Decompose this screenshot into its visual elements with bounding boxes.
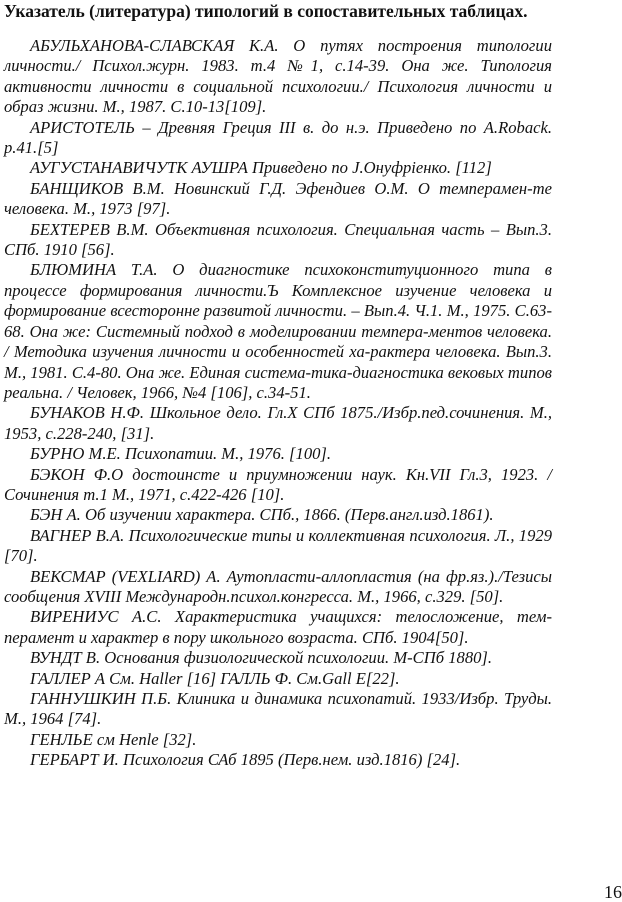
bibliography-entry-5: БЕХТЕРЕВ В.М. Объективная психология. Специальная часть – Вып.3. СПб. 1910 [56]. — [4, 219, 552, 260]
bibliography-entry-10: БЭН А. Об изучении характера. СПб., 1866. (Перв.англ.изд.1861). — [30, 505, 494, 525]
bibliography-entry-18: ГЕРБАРТ И. Психология САб 1895 (Перв.нем. изд.1816) [24]. — [30, 750, 461, 770]
bibliography-entry-15: ГАЛЛЕР А См. Haller [16] ГАЛЛЬ Ф. См.Gall E[22]. — [30, 668, 400, 688]
page-heading: Указатель (литература) типологий в сопоставительных таблицах. — [4, 1, 528, 21]
bibliography-entry-4: БАНЩИКОВ В.М. Новинский Г.Д. Эфендиев О.М. О темперамен-те человека. М., 1973 [97]. — [4, 178, 552, 219]
bibliography-entry-11: ВАГНЕР В.А. Психологические типы и коллективная психология. Л., 1929 [70]. — [4, 525, 552, 566]
bibliography-entry-12: ВЕКСМАР (VEXLIARD) А. Аутопласти-аллопластия (на фр.яз.)./Тезисы сообщения XVIII Международн.психол.конгресса. М., 1966, с.329. [50]. — [4, 566, 552, 606]
bibliography-entry-9: БЭКОН Ф.О достоинсте и приумножении наук. Кн.VII Гл.3, 1923. /Сочинения т.1 М., 1971, с.422-426 [10]. — [4, 464, 552, 504]
bibliography-entry-14: ВУНДТ В. Основания физиологической психологии. М-СПб 1880]. — [30, 648, 493, 668]
bibliography-entry-6: БЛЮМИНА Т.А. О диагностике психоконституционного типа в процессе формирования личности.Ъ Комплексное изучение человека и формирование всесторонне развитой личности. – Вып.4. Ч.1. М., 1975. С.63-68. Она же: Системный подход в моделировании темпера-ментов человека. / Методика изучения личности и особенностей ха-рактера человека. Вып.3. М., 1981. С.4-80. Она же. Единая система-тика-диагностика вековых типов реальна. / Человек, 1966, №4 [106], с.34-51. — [4, 260, 552, 402]
bibliography-entry-13: ВИРЕНИУС А.С. Характеристика учащихся: телосложение, тем-перамент и характер в пору школьного возраста. СПб. 1904[50]. — [4, 607, 552, 647]
bibliography-entry-3: АУГУСТАНАВИЧУТК АУШРА Приведено по J.Онуфрiенко. [112] — [30, 158, 492, 178]
bibliography-list — [4, 36, 552, 771]
bibliography-entry-17: ГЕНЛЬЕ см Henle [32]. — [30, 729, 197, 749]
bibliography-entry-16: ГАННУШКИН П.Б. Клиника и динамика психопатий. 1933/Избр. Труды. М., 1964 [74]. — [4, 689, 552, 729]
bibliography-entry-2: АРИСТОТЕЛЬ – Древняя Греция III в. до н.э. Приведено по A.Roback. p.41.[5] — [4, 117, 552, 158]
bibliography-entry-1: АБУЛЬХАНОВА-СЛАВСКАЯ К.А. О путях построения типологии личности./ Психол.журн. 1983. т.4 №1, с.14-39. Она же. Типология активности личности в социальной психологии./ Психология личности и образ жизни. М., 1987. С.10-13[109]. — [4, 36, 552, 117]
bibliography-entry-8: БУРНО М.Е. Психопатии. М., 1976. [100]. — [30, 444, 332, 464]
page-number: 16 — [604, 882, 622, 902]
bibliography-entry-7: БУНАКОВ Н.Ф. Школьное дело. Гл.X СПб 1875./Избр.пед.сочинения. М., 1953, с.228-240, [31]. — [4, 403, 552, 443]
